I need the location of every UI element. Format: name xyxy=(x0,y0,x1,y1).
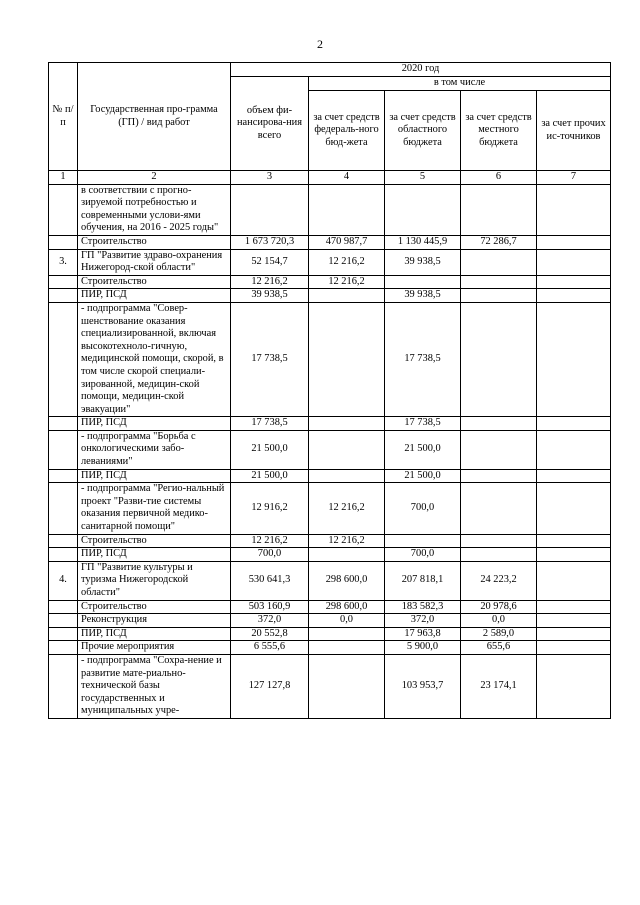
row-name: - подпрограмма "Борьба с онкологическими забо-леваниями" xyxy=(78,430,231,469)
federal-value: 12 216,2 xyxy=(309,483,385,534)
federal-value xyxy=(309,654,385,718)
header-program: Государственная про-грамма (ГП) / вид работ xyxy=(78,63,231,171)
row-name: ПИР, ПСД xyxy=(78,469,231,483)
row-name: Строительство xyxy=(78,600,231,614)
column-number: 4 xyxy=(309,171,385,185)
column-number: 6 xyxy=(461,171,537,185)
row-name: ПИР, ПСД xyxy=(78,417,231,431)
total-value: 12 916,2 xyxy=(231,483,309,534)
other-value xyxy=(537,289,611,303)
other-value xyxy=(537,600,611,614)
regional-value: 39 938,5 xyxy=(385,249,461,275)
other-value xyxy=(537,417,611,431)
budget-table xyxy=(48,62,611,719)
row-name: Строительство xyxy=(78,534,231,548)
local-value xyxy=(461,417,537,431)
regional-value: 21 500,0 xyxy=(385,469,461,483)
row-number xyxy=(49,600,78,614)
total-value: 700,0 xyxy=(231,548,309,562)
table-row xyxy=(49,483,611,534)
total-value: 1 673 720,3 xyxy=(231,235,309,249)
total-value: 21 500,0 xyxy=(231,430,309,469)
local-value xyxy=(461,249,537,275)
regional-value: 372,0 xyxy=(385,614,461,628)
header-regional: за счет средств областного бюджета xyxy=(385,91,461,171)
federal-value: 12 216,2 xyxy=(309,534,385,548)
regional-value: 207 818,1 xyxy=(385,561,461,600)
table-row xyxy=(49,430,611,469)
other-value xyxy=(537,249,611,275)
table-row xyxy=(49,600,611,614)
row-name: ПИР, ПСД xyxy=(78,289,231,303)
total-value: 52 154,7 xyxy=(231,249,309,275)
other-value xyxy=(537,302,611,416)
row-number: 3. xyxy=(49,249,78,275)
column-number: 2 xyxy=(78,171,231,185)
local-value: 24 223,2 xyxy=(461,561,537,600)
row-name: Реконструкция xyxy=(78,614,231,628)
total-value: 530 641,3 xyxy=(231,561,309,600)
regional-value xyxy=(385,184,461,235)
local-value xyxy=(461,548,537,562)
column-number: 1 xyxy=(49,171,78,185)
other-value xyxy=(537,469,611,483)
total-value: 20 552,8 xyxy=(231,627,309,641)
local-value xyxy=(461,430,537,469)
local-value xyxy=(461,469,537,483)
table-row xyxy=(49,235,611,249)
other-value xyxy=(537,235,611,249)
row-number xyxy=(49,534,78,548)
regional-value: 5 900,0 xyxy=(385,641,461,655)
federal-value: 298 600,0 xyxy=(309,561,385,600)
table-row xyxy=(49,249,611,275)
page-number: 2 xyxy=(317,37,323,51)
row-number xyxy=(49,614,78,628)
table-row xyxy=(49,548,611,562)
table-row xyxy=(49,275,611,289)
federal-value xyxy=(309,469,385,483)
regional-value: 700,0 xyxy=(385,548,461,562)
row-name: - подпрограмма "Регио-нальный проект "Разви-тие системы оказания первичной медико-санитарной помощи" xyxy=(78,483,231,534)
table-row xyxy=(49,561,611,600)
federal-value: 12 216,2 xyxy=(309,275,385,289)
local-value: 2 589,0 xyxy=(461,627,537,641)
table-row xyxy=(49,469,611,483)
table-row xyxy=(49,417,611,431)
local-value: 72 286,7 xyxy=(461,235,537,249)
column-number: 3 xyxy=(231,171,309,185)
table-row xyxy=(49,289,611,303)
table-row xyxy=(49,627,611,641)
row-name: - подпрограмма "Совер-шенствование оказания специализированной, включая высокотехноло-гичную, медицинской помощи, скорой, в том числе скорой специали-зированной, медицин-ской помощи, медицин-ской эвакуации" xyxy=(78,302,231,416)
table-row xyxy=(49,184,611,235)
federal-value xyxy=(309,627,385,641)
local-value: 20 978,6 xyxy=(461,600,537,614)
total-value xyxy=(231,184,309,235)
total-value: 12 216,2 xyxy=(231,534,309,548)
other-value xyxy=(537,534,611,548)
regional-value: 1 130 445,9 xyxy=(385,235,461,249)
total-value: 127 127,8 xyxy=(231,654,309,718)
regional-value: 700,0 xyxy=(385,483,461,534)
row-name: ГП "Развитие культуры и туризма Нижегородской области" xyxy=(78,561,231,600)
local-value xyxy=(461,534,537,548)
local-value: 23 174,1 xyxy=(461,654,537,718)
row-number xyxy=(49,430,78,469)
regional-value: 17 738,5 xyxy=(385,302,461,416)
federal-value xyxy=(309,184,385,235)
row-number xyxy=(49,641,78,655)
regional-value: 39 938,5 xyxy=(385,289,461,303)
row-number xyxy=(49,469,78,483)
federal-value xyxy=(309,430,385,469)
other-value xyxy=(537,641,611,655)
federal-value xyxy=(309,417,385,431)
table-body xyxy=(49,184,611,718)
header-federal: за счет средств федераль-ного бюд-жета xyxy=(309,91,385,171)
header-year: 2020 год xyxy=(231,63,611,77)
row-number xyxy=(49,302,78,416)
local-value xyxy=(461,184,537,235)
table-row xyxy=(49,302,611,416)
row-name: ПИР, ПСД xyxy=(78,548,231,562)
federal-value: 470 987,7 xyxy=(309,235,385,249)
regional-value: 17 963,8 xyxy=(385,627,461,641)
table-row xyxy=(49,641,611,655)
row-number xyxy=(49,184,78,235)
other-value xyxy=(537,654,611,718)
row-name: ПИР, ПСД xyxy=(78,627,231,641)
other-value xyxy=(537,614,611,628)
header-local: за счет средств местного бюджета xyxy=(461,91,537,171)
row-number xyxy=(49,654,78,718)
local-value: 0,0 xyxy=(461,614,537,628)
regional-value: 183 582,3 xyxy=(385,600,461,614)
row-name: - подпрограмма "Сохра-нение и развитие мате-риально-технической базы государственных и муниципальных учре- xyxy=(78,654,231,718)
local-value xyxy=(461,289,537,303)
regional-value xyxy=(385,534,461,548)
federal-value: 0,0 xyxy=(309,614,385,628)
total-value: 39 938,5 xyxy=(231,289,309,303)
other-value xyxy=(537,275,611,289)
header-total: объем фи-нансирова-ния всего xyxy=(231,77,309,171)
header-other: за счет прочих ис-точников xyxy=(537,91,611,171)
total-value: 12 216,2 xyxy=(231,275,309,289)
header-num: № п/п xyxy=(49,63,78,171)
row-number xyxy=(49,289,78,303)
total-value: 372,0 xyxy=(231,614,309,628)
federal-value xyxy=(309,302,385,416)
federal-value xyxy=(309,548,385,562)
total-value: 17 738,5 xyxy=(231,302,309,416)
row-number xyxy=(49,417,78,431)
other-value xyxy=(537,561,611,600)
total-value: 503 160,9 xyxy=(231,600,309,614)
column-number: 7 xyxy=(537,171,611,185)
local-value: 655,6 xyxy=(461,641,537,655)
other-value xyxy=(537,548,611,562)
other-value xyxy=(537,627,611,641)
row-number xyxy=(49,235,78,249)
other-value xyxy=(537,483,611,534)
row-name: ГП "Развитие здраво-охранения Нижегород-ской области" xyxy=(78,249,231,275)
row-name: в соответствии с прогно-зируемой потребностью и современными услови-ями обучения, на 2016 - 2025 годы" xyxy=(78,184,231,235)
local-value xyxy=(461,302,537,416)
regional-value: 17 738,5 xyxy=(385,417,461,431)
regional-value: 21 500,0 xyxy=(385,430,461,469)
total-value: 21 500,0 xyxy=(231,469,309,483)
row-number xyxy=(49,548,78,562)
local-value xyxy=(461,275,537,289)
federal-value xyxy=(309,289,385,303)
total-value: 17 738,5 xyxy=(231,417,309,431)
table-row xyxy=(49,534,611,548)
table-row xyxy=(49,614,611,628)
table-row xyxy=(49,654,611,718)
local-value xyxy=(461,483,537,534)
header-including: в том числе xyxy=(309,77,611,91)
federal-value: 298 600,0 xyxy=(309,600,385,614)
column-number: 5 xyxy=(385,171,461,185)
regional-value xyxy=(385,275,461,289)
row-number xyxy=(49,483,78,534)
regional-value: 103 953,7 xyxy=(385,654,461,718)
row-number xyxy=(49,275,78,289)
row-number: 4. xyxy=(49,561,78,600)
total-value: 6 555,6 xyxy=(231,641,309,655)
row-number xyxy=(49,627,78,641)
row-name: Строительство xyxy=(78,235,231,249)
other-value xyxy=(537,184,611,235)
other-value xyxy=(537,430,611,469)
federal-value xyxy=(309,641,385,655)
row-name: Строительство xyxy=(78,275,231,289)
row-name: Прочие мероприятия xyxy=(78,641,231,655)
federal-value: 12 216,2 xyxy=(309,249,385,275)
